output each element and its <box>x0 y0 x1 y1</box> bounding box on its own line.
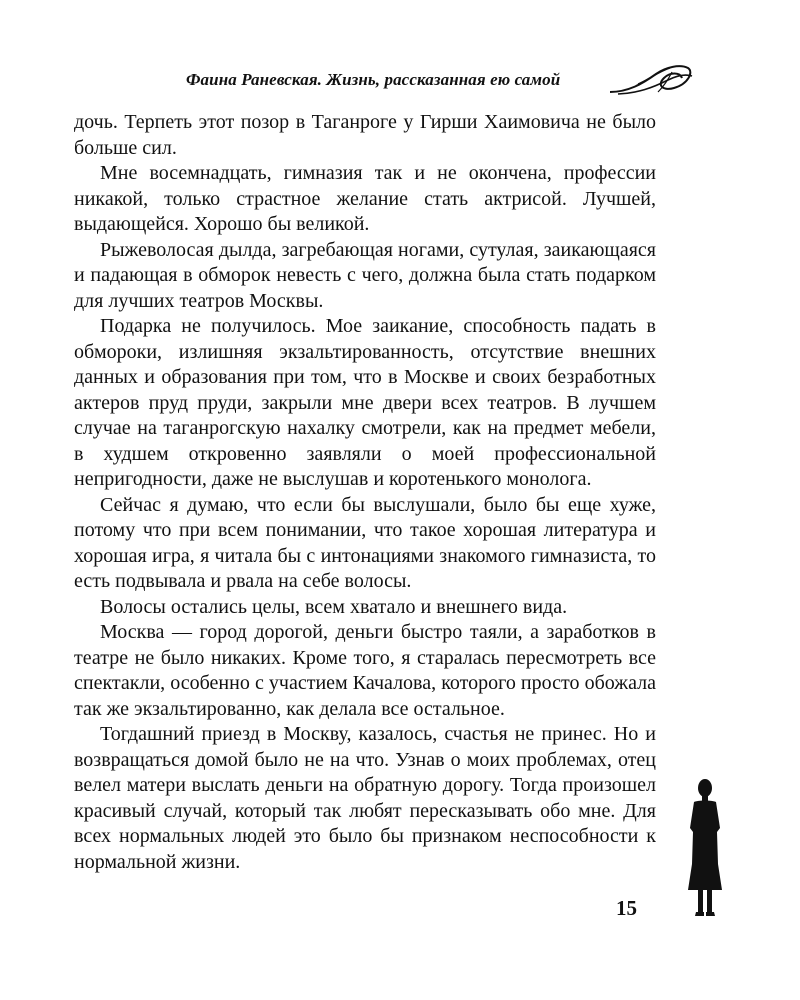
page-number: 15 <box>616 896 637 920</box>
paragraph: Подарка не получилось. Мое заикание, способность падать в обмороки, излишняя экзальтированность, отсутствие внешних данных и образования при том, что в Москве и своих безработных актеров пруд пруди, закрыли мне двери всех театров. В лучшем случае на таганрогскую нахалку смотрели, как на предмет мебели, в худшем откровенно заявляли о моей профессиональной непригодности, даже не выслушав и коротенького монолога. <box>74 315 656 490</box>
paragraph: Сейчас я думаю, что если бы выслушали, было бы еще хуже, потому что при всем понимании, что такое хорошая литература и хорошая игра, я читала бы с интонациями знакомого гимназиста, то есть подвывала и рвала на себе волосы. <box>74 493 656 592</box>
paragraph: дочь. Терпеть этот позор в Таганроге у Гирши Хаимовича не было больше сил. <box>74 111 656 159</box>
paragraph: Мне восемнадцать, гимназия так и не окончена, профессии никакой, только страстное желание стать актрисой. Лучшей, выдающейся. Хорошо бы великой. <box>74 162 656 235</box>
body-text <box>74 110 656 875</box>
paragraph: Москва — город дорогой, деньги быстро таяли, а заработков в театре не было никаких. Кроме того, я старалась пересмотреть все спектакли, особенно с участием Качалова, которого просто обожала так же экзальтированно, как делала все остальное. <box>74 621 656 720</box>
calligraphic-flourish-icon <box>608 62 694 96</box>
paragraph: Тогдашний приезд в Москву, казалось, счастья не принес. Но и возвращаться домой было не на что. Узнав о моих проблемах, отец велел матери выслать деньги на обратную дорогу. Тогда произошел красивый случай, который так любят пересказывать обо мне. Для всех нормальных людей это было бы признаком неспособности к нормальной жизни. <box>74 723 656 873</box>
running-header: Фаина Раневская. Жизнь, рассказанная ею самой <box>186 70 561 89</box>
paragraph: Рыжеволосая дылда, загребающая ногами, сутулая, заикающаяся и падающая в обморок невесть с чего, должна была стать подарком для лучших театров Москвы. <box>74 238 656 312</box>
paragraph: Волосы остались целы, всем хватало и внешнего вида. <box>100 595 568 618</box>
woman-silhouette-icon <box>684 778 726 918</box>
